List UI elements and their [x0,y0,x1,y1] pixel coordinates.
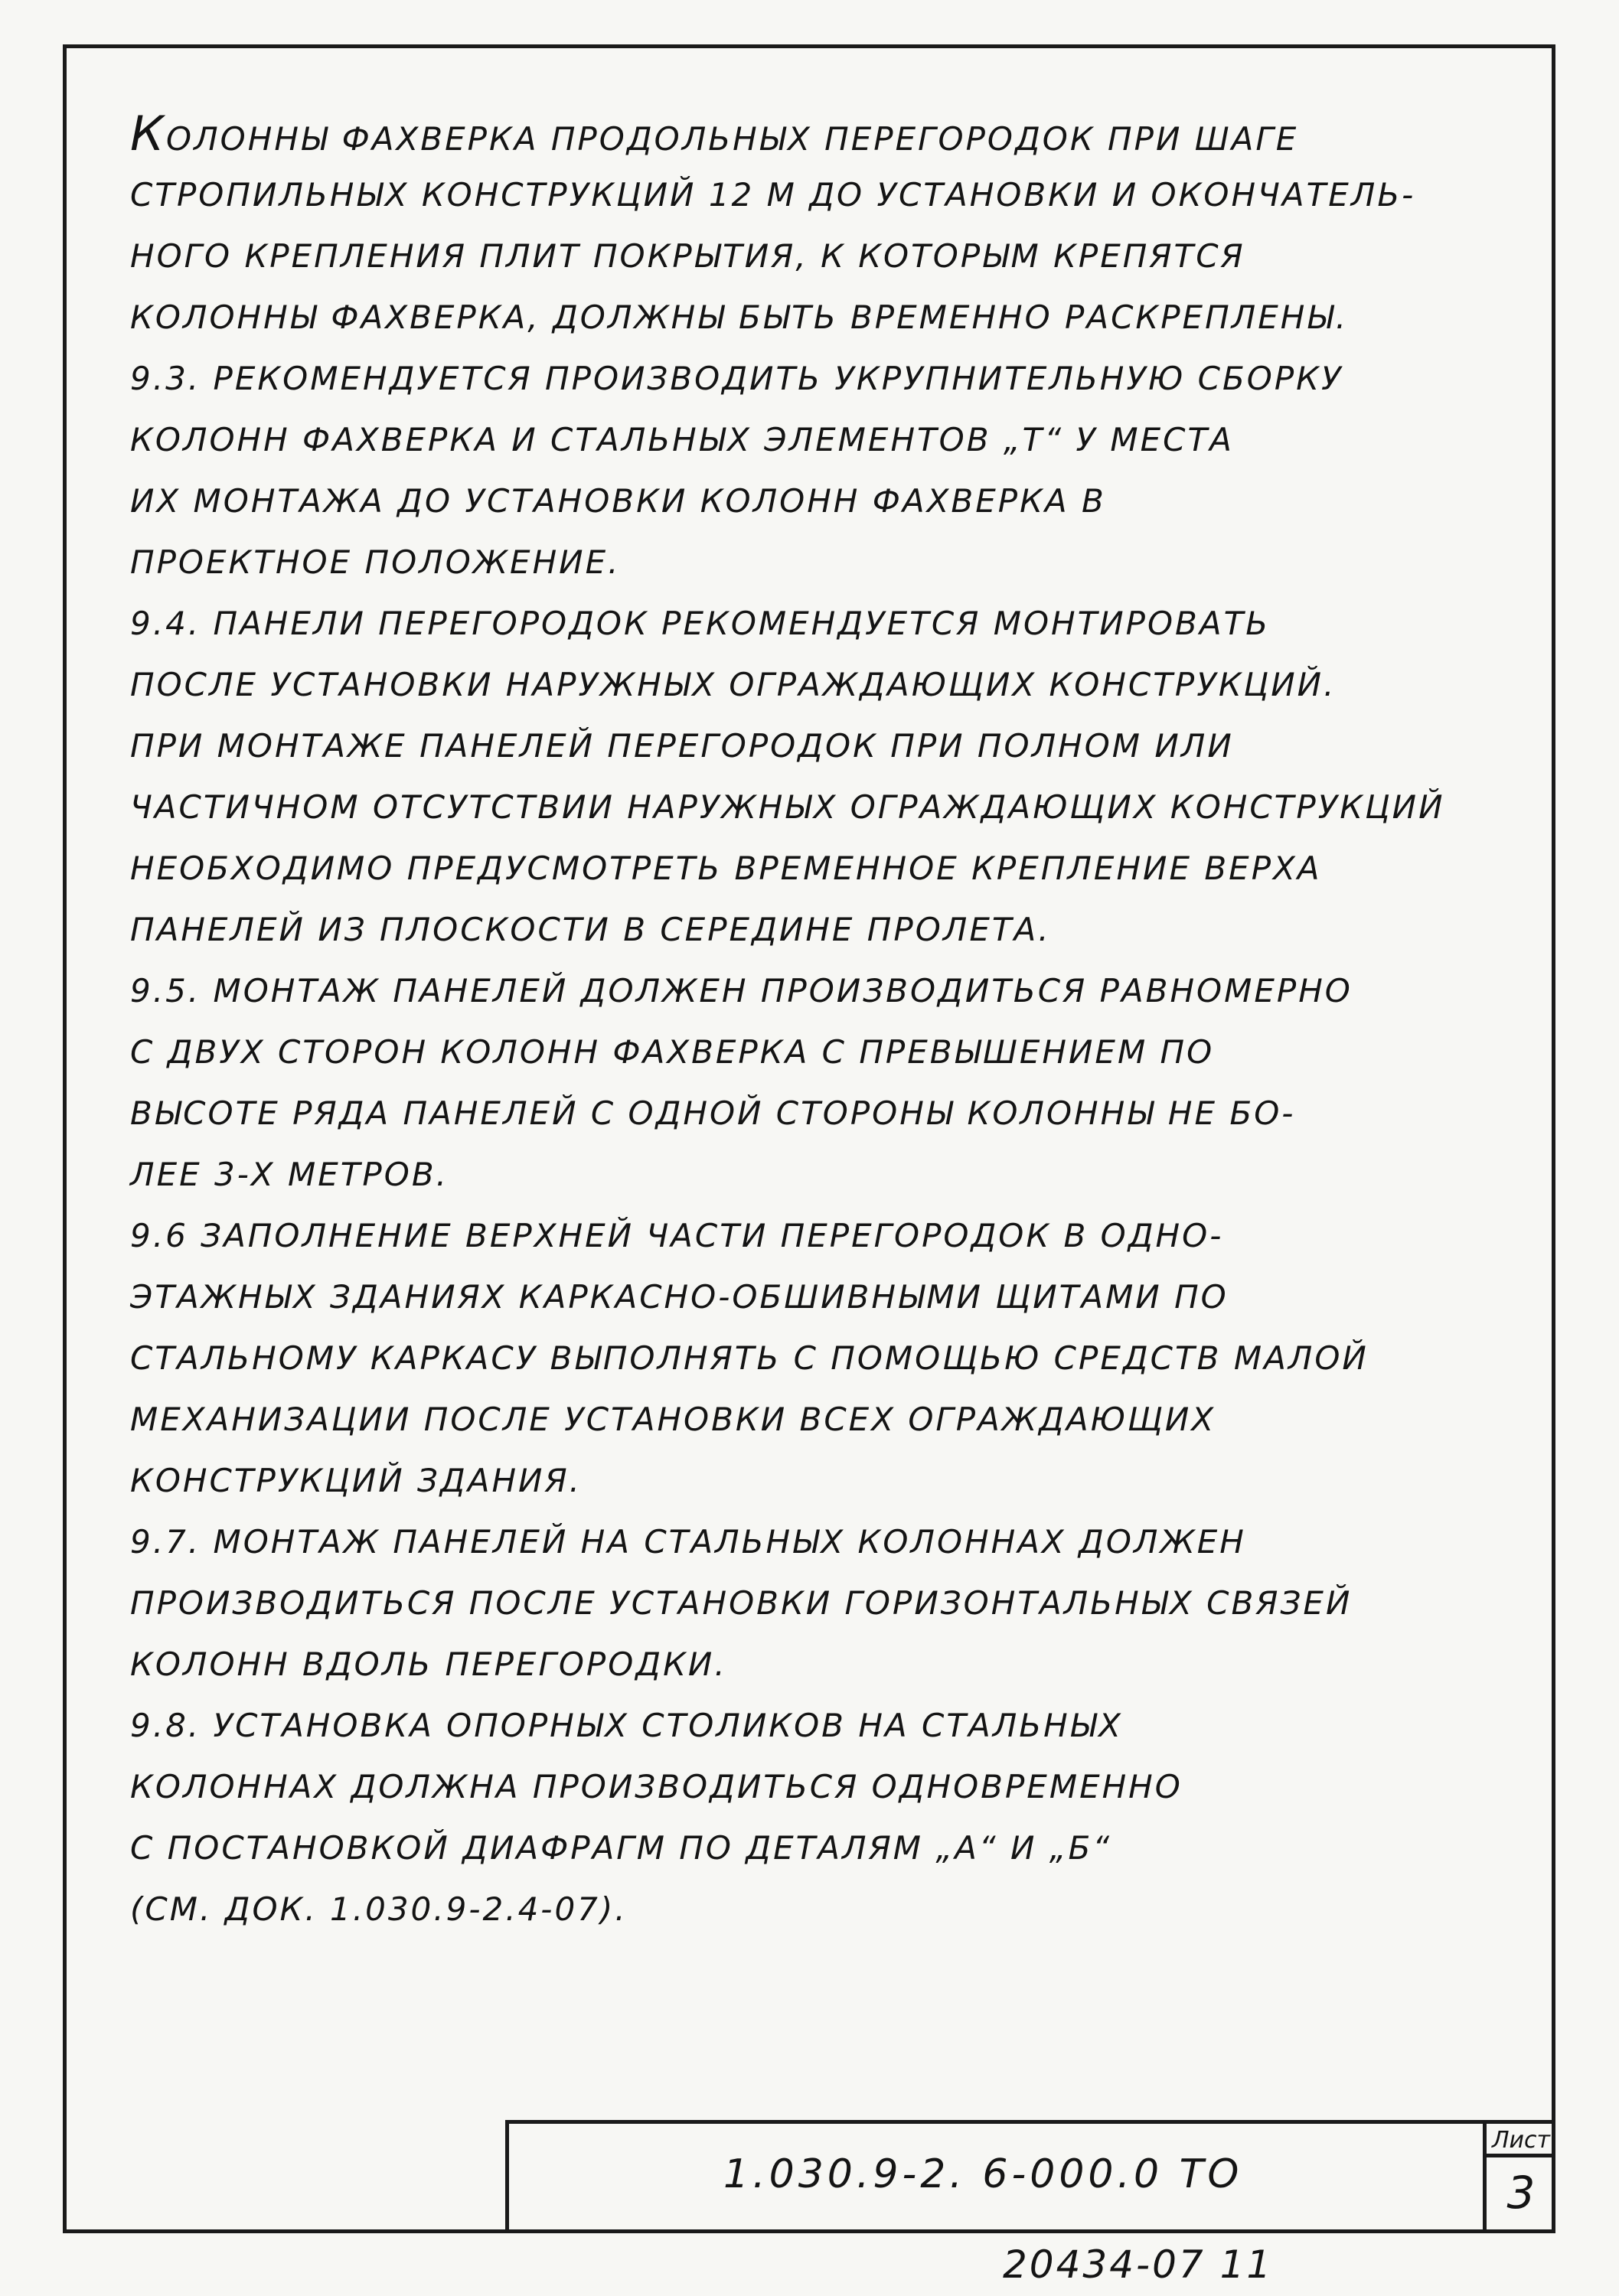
text-line: 9.8. УСТАНОВКА ОПОРНЫХ СТОЛИКОВ НА СТАЛЬНЫХ [130,1707,1123,1744]
text-line: ПРИ МОНТАЖЕ ПАНЕЛЕЙ ПЕРЕГОРОДОК ПРИ ПОЛНОМ ИЛИ [130,727,1234,765]
text-line: ПРОИЗВОДИТЬСЯ ПОСЛЕ УСТАНОВКИ ГОРИЗОНТАЛЬНЫХ СВЯЗЕЙ [130,1584,1353,1622]
text-line: С ДВУХ СТОРОН КОЛОНН ФАХВЕРКА С ПРЕВЫШЕНИЕМ ПО [130,1033,1215,1071]
sheet-number: 3 [1506,2167,1536,2219]
text-line: КОЛОННЫ ФАХВЕРКА, ДОЛЖНЫ БЫТЬ ВРЕМЕННО РАСКРЕПЛЕНЫ. [130,298,1349,336]
text-line: КОЛОННЫ ФАХВЕРКА ПРОДОЛЬНЫХ ПЕРЕГОРОДОК ПРИ ШАГЕ [130,106,1299,161]
text-line: НОГО КРЕПЛЕНИЯ ПЛИТ ПОКРЫТИЯ, К КОТОРЫМ КРЕПЯТСЯ [130,237,1245,275]
text-line: (СМ. ДОК. 1.030.9-2.4-07). [130,1890,628,1928]
text-line: ЛЕЕ 3-Х МЕТРОВ. [130,1156,449,1193]
text-line: ЭТАЖНЫХ ЗДАНИЯХ КАРКАСНО-ОБШИВНЫМИ ЩИТАМИ ПО [130,1278,1229,1316]
text-line: ИХ МОНТАЖА ДО УСТАНОВКИ КОЛОНН ФАХВЕРКА В [130,482,1106,520]
text-line: КОЛОНН ВДОЛЬ ПЕРЕГОРОДКИ. [130,1645,727,1683]
text-line: С ПОСТАНОВКОЙ ДИАФРАГМ ПО ДЕТАЛЯМ „А“ И „Б“ [130,1829,1112,1867]
text-line: 9.5. МОНТАЖ ПАНЕЛЕЙ ДОЛЖЕН ПРОИЗВОДИТЬСЯ РАВНОМЕРНО [130,972,1353,1009]
sheet-label: Лист [1487,2124,1555,2157]
text-line: ПРОЕКТНОЕ ПОЛОЖЕНИЕ. [130,543,621,581]
text-line: ПАНЕЛЕЙ ИЗ ПЛОСКОСТИ В СЕРЕДИНЕ ПРОЛЕТА. [130,911,1051,948]
text-line: ВЫСОТЕ РЯДА ПАНЕЛЕЙ С ОДНОЙ СТОРОНЫ КОЛОННЫ НЕ БО- [130,1094,1296,1132]
text-line: НЕОБХОДИМО ПРЕДУСМОТРЕТЬ ВРЕМЕННОЕ КРЕПЛЕНИЕ ВЕРХА [130,850,1322,887]
document-body [130,103,1508,1940]
text-line: 9.7. МОНТАЖ ПАНЕЛЕЙ НА СТАЛЬНЫХ КОЛОННАХ ДОЛЖЕН [130,1523,1246,1561]
text-line: КОНСТРУКЦИЙ ЗДАНИЯ. [130,1462,582,1499]
text-line: 9.3. РЕКОМЕНДУЕТСЯ ПРОИЗВОДИТЬ УКРУПНИТЕЛЬНУЮ СБОРКУ [130,360,1343,397]
text-line: ПОСЛЕ УСТАНОВКИ НАРУЖНЫХ ОГРАЖДАЮЩИХ КОНСТРУКЦИЙ. [130,666,1337,703]
text-line: СТАЛЬНОМУ КАРКАСУ ВЫПОЛНЯТЬ С ПОМОЩЬЮ СРЕДСТВ МАЛОЙ [130,1339,1369,1377]
text-line: КОЛОНН ФАХВЕРКА И СТАЛЬНЫХ ЭЛЕМЕНТОВ „Т“ У МЕСТА [130,421,1234,458]
inventory-number: 20434-07 11 [1003,2242,1274,2287]
text-line: 9.6 ЗАПОЛНЕНИЕ ВЕРХНЕЙ ЧАСТИ ПЕРЕГОРОДОК В ОДНО- [130,1217,1224,1254]
text-line: ЧАСТИЧНОМ ОТСУТСТВИИ НАРУЖНЫХ ОГРАЖДАЮЩИХ КОНСТРУКЦИЙ [130,788,1445,826]
text-line: КОЛОННАХ ДОЛЖНА ПРОИЗВОДИТЬСЯ ОДНОВРЕМЕННО [130,1768,1183,1805]
text-line: СТРОПИЛЬНЫХ КОНСТРУКЦИЙ 12 М ДО УСТАНОВКИ И ОКОНЧАТЕЛЬ- [130,176,1416,214]
title-block [505,2120,1555,2233]
document-designation: 1.030.9-2. 6-000.0 ТО [723,2151,1243,2197]
text-line: МЕХАНИЗАЦИИ ПОСЛЕ УСТАНОВКИ ВСЕХ ОГРАЖДАЮЩИХ [130,1401,1216,1438]
sheet-cell [1483,2124,1555,2233]
text-line: 9.4. ПАНЕЛИ ПЕРЕГОРОДОК РЕКОМЕНДУЕТСЯ МОНТИРОВАТЬ [130,605,1271,642]
